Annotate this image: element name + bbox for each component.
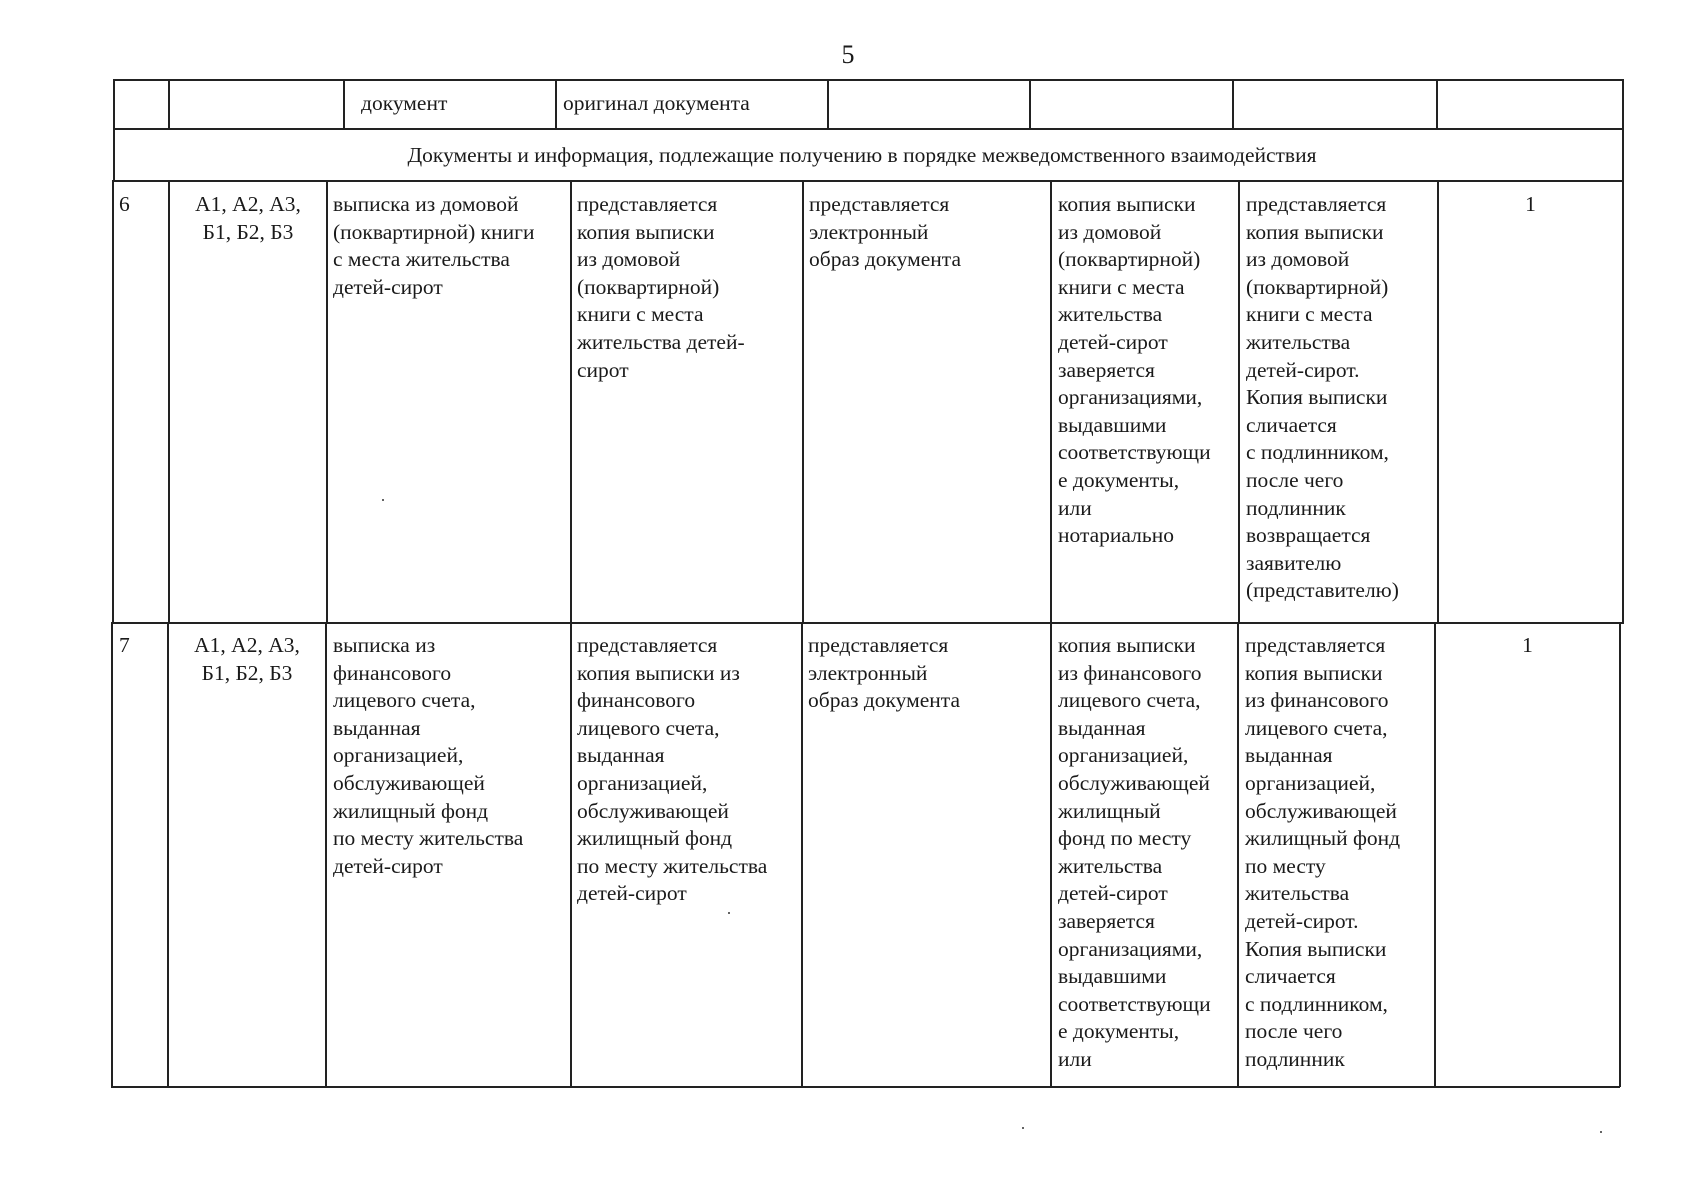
text-line: представляется <box>1246 192 1387 216</box>
text-line: е документы, <box>1058 1019 1180 1044</box>
text-line: лицевого счета, <box>1245 715 1388 740</box>
text-line: после чего <box>1246 467 1344 492</box>
text-line: представляется <box>577 192 718 216</box>
text-line: детей-сирот. <box>1246 357 1360 382</box>
text-line: фонд по месту <box>1058 826 1192 851</box>
row-7-certification <box>1058 632 1211 1074</box>
text-line: детей-сирот <box>333 274 443 299</box>
text-line: с места жительства <box>333 247 510 272</box>
text-line: детей-сирот. <box>1245 908 1359 933</box>
v-c2-r1 <box>343 79 345 129</box>
text-line: копия выписки <box>1246 219 1384 244</box>
text-line: подлинник <box>1245 1046 1345 1071</box>
row-7-categories <box>169 632 325 687</box>
row-7-paper-form <box>577 632 767 908</box>
row-7-electronic-form <box>808 632 960 715</box>
text-line: организациями, <box>1058 936 1203 961</box>
text-line: Копия выписки <box>1246 385 1388 410</box>
text-line: жительства детей- <box>577 329 745 354</box>
v-c1-r1 <box>168 79 170 129</box>
text-line: жилищный фонд <box>333 798 489 823</box>
text-line: выписка из <box>333 633 436 657</box>
text-line: по месту жительства <box>333 826 524 851</box>
text-line: подлинник <box>1246 495 1346 520</box>
text-line: с подлинником, <box>1245 991 1388 1016</box>
text-line: копия выписки <box>577 219 715 244</box>
text-line: заявителю <box>1246 550 1342 575</box>
v-c5-r7 <box>1050 622 1052 1087</box>
v-left-r7 <box>111 622 113 1087</box>
text-line: жилищный <box>1058 798 1161 823</box>
text-line: детей-сирот <box>1058 881 1168 906</box>
text-line: образ документа <box>808 688 961 713</box>
row-6-document-name <box>333 191 534 301</box>
text-line: соответствующи <box>1058 991 1211 1016</box>
v-right-r6 <box>1622 180 1624 623</box>
text-line: финансового <box>577 688 696 713</box>
text-line: нотариально <box>1058 523 1174 548</box>
text-line: обслуживающей <box>1245 798 1397 823</box>
text-line: из домовой <box>1246 247 1350 272</box>
v-c1-r7 <box>167 622 169 1087</box>
text-line: сличается <box>1245 964 1336 989</box>
table-border-bottom <box>111 1086 1620 1088</box>
text-line: представляется <box>577 633 718 657</box>
text-line: образ документа <box>809 247 962 272</box>
text-line: копия выписки <box>1058 633 1196 657</box>
text-line: из финансового <box>1058 660 1202 685</box>
text-line: (поквартирной) <box>1058 247 1201 272</box>
text-line: книги с места <box>1058 274 1185 299</box>
row-7-categories-line: А1, А2, А3, <box>194 633 300 657</box>
text-line: детей-сирот <box>333 853 443 878</box>
text-line: детей-сирот <box>577 881 687 906</box>
row-7-document-name <box>333 632 523 880</box>
v-c4-r7 <box>801 622 803 1087</box>
row-6-number: 6 <box>119 192 130 216</box>
text-line: лицевого счета, <box>577 715 720 740</box>
text-line: выдавшими <box>1058 964 1167 989</box>
row-7-number: 7 <box>119 633 130 657</box>
text-line: жительства <box>1058 853 1163 878</box>
text-line: электронный <box>809 219 929 244</box>
text-line: или <box>1058 1046 1092 1071</box>
text-line: по месту <box>1245 853 1326 878</box>
v-left-r6 <box>112 180 114 623</box>
row-6-electronic-form <box>809 191 961 274</box>
text-line: (поквартирной) <box>1246 274 1389 299</box>
text-line: заверяется <box>1058 357 1155 382</box>
text-line: представляется <box>809 192 950 216</box>
table-border-top <box>113 79 1624 81</box>
text-line: финансового <box>333 660 452 685</box>
v-right-r7 <box>1619 622 1621 1087</box>
text-line: заверяется <box>1058 908 1155 933</box>
text-line: копия выписки из <box>577 660 740 685</box>
text-line: жительства <box>1246 329 1351 354</box>
v-c5-r1 <box>1029 79 1031 129</box>
v-right-r1 <box>1622 79 1624 180</box>
scan-speck <box>728 912 730 914</box>
text-line: организацией, <box>333 743 464 768</box>
v-c6-r1 <box>1232 79 1234 129</box>
text-line: обслуживающей <box>577 798 729 823</box>
v-c6-r7 <box>1237 622 1239 1087</box>
text-line: сирот <box>577 357 629 382</box>
text-line: книги с места <box>1246 302 1373 327</box>
text-line: лицевого счета, <box>1058 688 1201 713</box>
v-c6-r6 <box>1238 180 1240 623</box>
scan-speck <box>1600 1131 1602 1133</box>
text-line: (поквартирной) <box>577 274 720 299</box>
row-6-categories-line: Б1, Б2, Б3 <box>202 219 294 244</box>
text-line: жительства <box>1058 302 1163 327</box>
row-6-count: 1 <box>1525 192 1536 216</box>
text-line: из финансового <box>1245 688 1389 713</box>
v-c7-r6 <box>1437 180 1439 623</box>
text-line: электронный <box>808 660 928 685</box>
text-line: копия выписки <box>1058 192 1196 216</box>
text-line: выписка из домовой <box>333 192 519 216</box>
section-header: Документы и информация, подлежащие получению в порядке межведомственного взаимодействия <box>407 143 1317 167</box>
text-line: выданная <box>1245 743 1333 768</box>
text-line: (поквартирной) книги <box>333 219 535 244</box>
text-line: или <box>1058 495 1092 520</box>
text-line: выданная <box>1058 715 1146 740</box>
v-c7-r7 <box>1434 622 1436 1087</box>
text-line: выданная <box>333 715 421 740</box>
text-line: копия выписки <box>1245 660 1383 685</box>
text-line: представляется <box>808 633 949 657</box>
text-line: представляется <box>1245 633 1386 657</box>
text-line: выдавшими <box>1058 412 1167 437</box>
table-line-1 <box>113 128 1624 130</box>
text-line: по месту жительства <box>577 853 768 878</box>
text-line: выданная <box>577 743 665 768</box>
scan-speck <box>382 499 384 501</box>
row-7-categories-line: Б1, Б2, Б3 <box>201 660 293 685</box>
text-line: жилищный фонд <box>1245 826 1401 851</box>
v-c2-r6 <box>326 180 328 623</box>
text-line: лицевого счета, <box>333 688 476 713</box>
text-line: жительства <box>1245 881 1350 906</box>
text-line: после чего <box>1245 1019 1343 1044</box>
row-6-categories <box>170 191 326 246</box>
row-6-paper-form <box>577 191 745 384</box>
scan-speck <box>1022 1127 1024 1129</box>
text-line: возвращается <box>1246 523 1371 548</box>
v-c2-r7 <box>325 622 327 1087</box>
top-row-original: оригинал документа <box>563 91 750 115</box>
v-c3-r1 <box>555 79 557 129</box>
table-line-2 <box>113 180 1624 182</box>
row-7-count: 1 <box>1522 633 1533 657</box>
text-line: из домовой <box>1058 219 1162 244</box>
table-line-3 <box>112 622 1624 624</box>
text-line: книги с места <box>577 302 704 327</box>
row-6-categories-line: А1, А2, А3, <box>195 192 301 216</box>
v-c1-r6 <box>168 180 170 623</box>
text-line: организациями, <box>1058 385 1203 410</box>
row-7-verification <box>1245 632 1400 1074</box>
text-line: (представителю) <box>1246 578 1399 603</box>
v-c4-r1 <box>827 79 829 129</box>
row-6-verification <box>1246 191 1399 605</box>
text-line: обслуживающей <box>1058 770 1210 795</box>
v-c4-r6 <box>802 180 804 623</box>
text-line: соответствующи <box>1058 440 1211 465</box>
text-line: жилищный фонд <box>577 826 733 851</box>
v-c7-r1 <box>1436 79 1438 129</box>
text-line: организацией, <box>1245 770 1376 795</box>
text-line: Копия выписки <box>1245 936 1387 961</box>
text-line: сличается <box>1246 412 1337 437</box>
top-row-document: документ <box>361 91 448 115</box>
v-c3-r6 <box>570 180 572 623</box>
text-line: обслуживающей <box>333 770 485 795</box>
text-line: детей-сирот <box>1058 329 1168 354</box>
text-line: организацией, <box>577 770 708 795</box>
page-number: 5 <box>841 40 855 69</box>
v-c5-r6 <box>1050 180 1052 623</box>
v-c3-r7 <box>570 622 572 1087</box>
text-line: е документы, <box>1058 467 1180 492</box>
text-line: с подлинником, <box>1246 440 1389 465</box>
text-line: из домовой <box>577 247 681 272</box>
text-line: организацией, <box>1058 743 1189 768</box>
row-6-certification <box>1058 191 1211 550</box>
